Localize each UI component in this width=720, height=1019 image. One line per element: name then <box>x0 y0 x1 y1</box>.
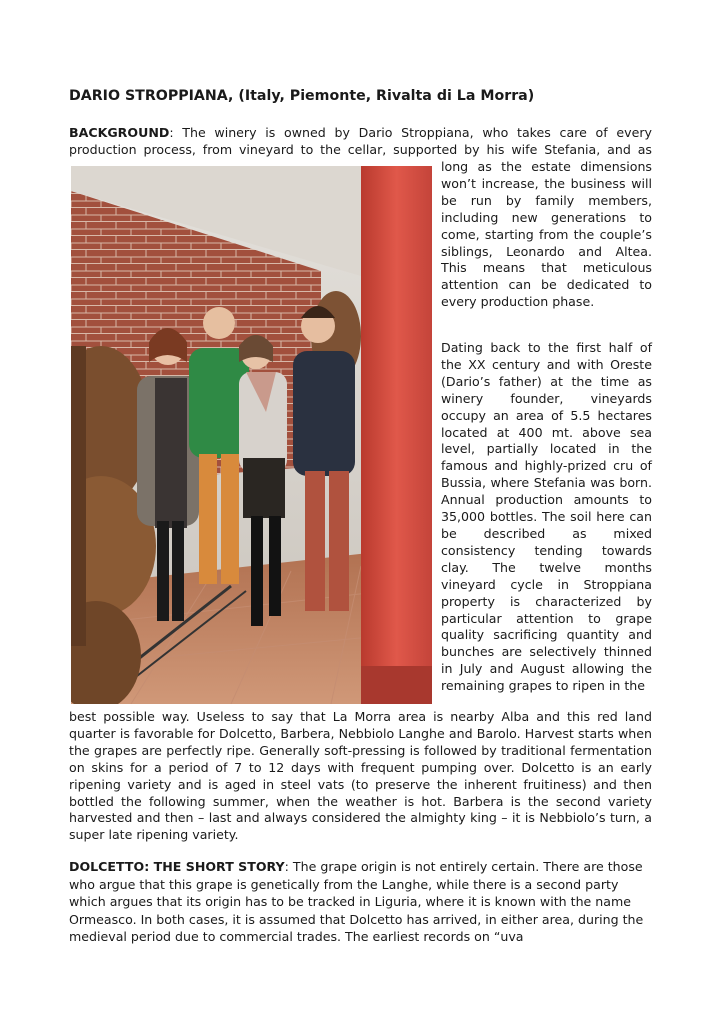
dolcetto-label: DOLCETTO: THE SHORT STORY <box>69 859 285 874</box>
dolcetto-paragraph <box>69 858 652 946</box>
background-label: BACKGROUND <box>69 125 170 140</box>
dolcetto-text: : The grape origin is not entirely certain. There are those who argue that this grape is genetically from the Langhe, while there is a second party which argues that its origin has to be tracked in Liguria, where it is known with the name Ormeasco. In both cases, it is assumed that Dolcetto has arrived, in either area, during the medieval period due to commercial trades. The earliest records on “uva <box>69 859 644 945</box>
background-intro-line-2: production process, from vineyard to the cellar, supported by his wife Stefania, and as <box>69 142 652 157</box>
background-line-1-text: : The winery is owned by Dario Stroppiana, who takes care of every <box>169 125 652 140</box>
background-side-paragraph: long as the estate dimensions won’t increase, the business will be run by family members, including new generations to come, starting from the couple’s siblings, Leonardo and Altea. This means that meticulous attention can be dedicated to every production phase. <box>441 159 652 310</box>
cellar-photo-illustration <box>71 166 432 704</box>
family-winery-photo <box>71 166 432 704</box>
background-intro-line-1 <box>69 125 652 142</box>
history-side-paragraph: Dating back to the first half of the XX century and with Oreste (Dario’s father) at the time as winery founder, vineyards occupy an area of 5.5 hectares located at 400 mt. above sea level, partially located in the famous and highly-prized cru of Bussia, where Stefania was born. Annual production amounts to 35,000 bottles. The soil here can be described as mixed consistency tending towards clay. The twelve months vineyard cycle in Stroppiana property is characterized by particular attention to grape quality sacrificing quantity and bunches are selectively thinned in July and August allowing the remaining grapes to ripen in the <box>441 340 652 694</box>
history-full-paragraph: best possible way. Useless to say that La Morra area is nearby Alba and this red land quarter is favorable for Dolcetto, Barbera, Nebbiolo Langhe and Barolo. Harvest starts when the grapes are perfectly ripe. Generally soft-pressing is followed by traditional fermentation on skins for a period of 7 to 12 days with frequent pumping over. Dolcetto is an early ripening variety and is aged in steel vats (to preserve the inherent fruitiness) and then bottled the following summer, when the weather is hot. Barbera is the second variety harvested and then – last and always considered the almighty king – it is Nebbiolo’s turn, a super late ripening variety. <box>69 709 652 843</box>
page-title: DARIO STROPPIANA, (Italy, Piemonte, Rivalta di La Morra) <box>69 88 535 104</box>
